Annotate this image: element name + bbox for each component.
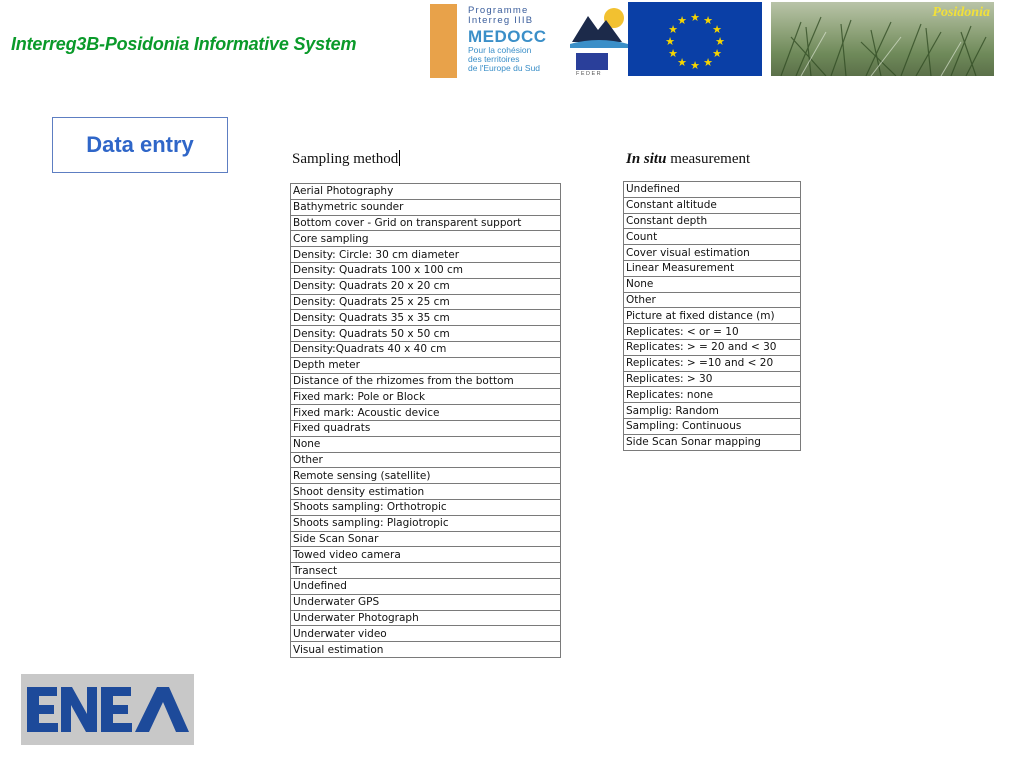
- mountain-sun-icon: [570, 6, 628, 48]
- table-row[interactable]: [291, 405, 561, 421]
- table-cell-label: Shoots sampling: Orthotropic: [291, 499, 561, 515]
- table-row[interactable]: [291, 199, 561, 215]
- table-row[interactable]: [291, 594, 561, 610]
- table-cell-label: Fixed mark: Acoustic device: [291, 405, 561, 421]
- eu-flag-icon: [628, 2, 762, 76]
- table-row[interactable]: [291, 578, 561, 594]
- table-row[interactable]: [291, 278, 561, 294]
- table-cell-label: Other: [624, 292, 801, 308]
- table-row[interactable]: [624, 418, 801, 434]
- table-cell-label: Distance of the rhizomes from the bottom: [291, 373, 561, 389]
- svg-text:★: ★: [668, 47, 678, 60]
- table-row[interactable]: [291, 357, 561, 373]
- table-cell-label: Transect: [291, 563, 561, 579]
- insitu-measurement-table: [623, 181, 801, 451]
- table-cell-label: Constant altitude: [624, 197, 801, 213]
- table-cell-label: Replicates: > = 20 and < 30: [624, 339, 801, 355]
- sampling-method-table: [290, 183, 561, 658]
- table-cell-label: Replicates: none: [624, 387, 801, 403]
- svg-text:★: ★: [703, 14, 713, 27]
- table-row[interactable]: [624, 339, 801, 355]
- data-entry-button[interactable]: [52, 117, 228, 173]
- table-cell-label: Underwater video: [291, 626, 561, 642]
- table-row[interactable]: [624, 245, 801, 261]
- table-cell-label: Underwater Photograph: [291, 610, 561, 626]
- table-cell-label: None: [291, 436, 561, 452]
- medocc-label: MEDOCC: [468, 27, 547, 46]
- table-cell-label: None: [624, 276, 801, 292]
- svg-text:★: ★: [690, 11, 700, 24]
- table-row[interactable]: [291, 452, 561, 468]
- table-cell-label: Replicates: > =10 and < 20: [624, 355, 801, 371]
- table-cell-label: Underwater GPS: [291, 594, 561, 610]
- interreg-medocc-logo: [430, 4, 628, 78]
- table-cell-label: Density: Quadrats 35 x 35 cm: [291, 310, 561, 326]
- table-cell-label: Visual estimation: [291, 642, 561, 658]
- table-cell-label: Towed video camera: [291, 547, 561, 563]
- svg-text:★: ★: [677, 56, 687, 69]
- svg-text:★: ★: [677, 14, 687, 27]
- data-entry-label: Data entry: [86, 132, 194, 157]
- table-cell-label: Shoot density estimation: [291, 484, 561, 500]
- table-row[interactable]: [624, 276, 801, 292]
- table-cell-label: Count: [624, 229, 801, 245]
- table-cell-label: Replicates: < or = 10: [624, 324, 801, 340]
- table-cell-label: Side Scan Sonar mapping: [624, 434, 801, 450]
- enea-logo-icon: [21, 674, 194, 745]
- table-row[interactable]: [624, 434, 801, 450]
- table-row[interactable]: [624, 355, 801, 371]
- table-row[interactable]: [624, 213, 801, 229]
- posidonia-photo: [771, 2, 994, 76]
- table-row[interactable]: [291, 310, 561, 326]
- table-cell-label: Constant depth: [624, 213, 801, 229]
- table-row[interactable]: [291, 262, 561, 278]
- table-cell-label: Samplig: Random: [624, 403, 801, 419]
- table-row[interactable]: [624, 308, 801, 324]
- table-cell-label: Remote sensing (satellite): [291, 468, 561, 484]
- table-cell-label: Undefined: [291, 578, 561, 594]
- table-row[interactable]: [291, 436, 561, 452]
- table-cell-label: Density:Quadrats 40 x 40 cm: [291, 341, 561, 357]
- posidonia-label: Posidonia: [932, 5, 990, 20]
- table-row[interactable]: [624, 182, 801, 198]
- table-row[interactable]: [291, 420, 561, 436]
- table-cell-label: Bottom cover - Grid on transparent support: [291, 215, 561, 231]
- svg-text:★: ★: [703, 56, 713, 69]
- table-cell-label: Picture at fixed distance (m): [624, 308, 801, 324]
- feder-label: FEDER: [576, 71, 603, 77]
- table-row[interactable]: [291, 373, 561, 389]
- table-cell-label: Density: Quadrats 25 x 25 cm: [291, 294, 561, 310]
- table-row[interactable]: [291, 184, 561, 200]
- table-row[interactable]: [624, 229, 801, 245]
- table-cell-label: Density: Quadrats 50 x 50 cm: [291, 326, 561, 342]
- svg-text:★: ★: [715, 35, 725, 48]
- table-cell-label: Fixed mark: Pole or Block: [291, 389, 561, 405]
- table-row[interactable]: [291, 231, 561, 247]
- table-cell-label: Bathymetric sounder: [291, 199, 561, 215]
- table-cell-label: Density: Circle: 30 cm diameter: [291, 247, 561, 263]
- svg-text:★: ★: [690, 59, 700, 72]
- table-cell-label: Density: Quadrats 20 x 20 cm: [291, 278, 561, 294]
- table-row[interactable]: [291, 484, 561, 500]
- table-cell-label: Density: Quadrats 100 x 100 cm: [291, 262, 561, 278]
- table-row[interactable]: [291, 515, 561, 531]
- table-row[interactable]: [291, 547, 561, 563]
- table-cell-label: Core sampling: [291, 231, 561, 247]
- svg-text:★: ★: [665, 35, 675, 48]
- table-cell-label: Side Scan Sonar: [291, 531, 561, 547]
- logo-color-band: [430, 4, 457, 78]
- table-row[interactable]: [291, 326, 561, 342]
- table-cell-label: Undefined: [624, 182, 801, 198]
- table-row[interactable]: [624, 292, 801, 308]
- table-row[interactable]: [291, 247, 561, 263]
- table-row[interactable]: [291, 626, 561, 642]
- table-row[interactable]: [291, 499, 561, 515]
- table-cell-label: Depth meter: [291, 357, 561, 373]
- table-cell-label: Linear Measurement: [624, 260, 801, 276]
- table-cell-label: Sampling: Continuous: [624, 418, 801, 434]
- table-cell-label: Shoots sampling: Plagiotropic: [291, 515, 561, 531]
- table-row[interactable]: [291, 610, 561, 626]
- table-row[interactable]: [291, 294, 561, 310]
- eu-small-flag-icon: [576, 53, 608, 70]
- table-cell-label: Other: [291, 452, 561, 468]
- table-row[interactable]: [291, 563, 561, 579]
- table-row[interactable]: [624, 403, 801, 419]
- table-row[interactable]: [291, 531, 561, 547]
- table-row[interactable]: [624, 197, 801, 213]
- table-row[interactable]: [291, 341, 561, 357]
- text-caret: [399, 150, 400, 166]
- table-row[interactable]: [624, 387, 801, 403]
- programme-label: Programme Interreg IIIB: [468, 5, 534, 26]
- table-cell-label: Cover visual estimation: [624, 245, 801, 261]
- table-row[interactable]: [291, 215, 561, 231]
- table-row[interactable]: [624, 371, 801, 387]
- sampling-method-heading: Sampling method: [292, 151, 399, 167]
- table-cell-label: Replicates: > 30: [624, 371, 801, 387]
- svg-text:★: ★: [668, 23, 678, 36]
- svg-text:★: ★: [712, 47, 722, 60]
- table-row[interactable]: [291, 468, 561, 484]
- insitu-measurement-heading: In situ measurement: [626, 151, 751, 167]
- svg-text:★: ★: [712, 23, 722, 36]
- table-row[interactable]: [624, 260, 801, 276]
- table-cell-label: Fixed quadrats: [291, 420, 561, 436]
- table-cell-label: Aerial Photography: [291, 184, 561, 200]
- eu-stars-icon: [628, 2, 762, 76]
- table-row[interactable]: [291, 642, 561, 658]
- table-row[interactable]: [291, 389, 561, 405]
- app-title: Interreg3B-Posidonia Informative System: [11, 34, 357, 54]
- enea-logo: [21, 674, 194, 745]
- medocc-subtitle: Pour la cohésion des territoires de l'Europe du Sud: [468, 45, 541, 73]
- table-row[interactable]: [624, 324, 801, 340]
